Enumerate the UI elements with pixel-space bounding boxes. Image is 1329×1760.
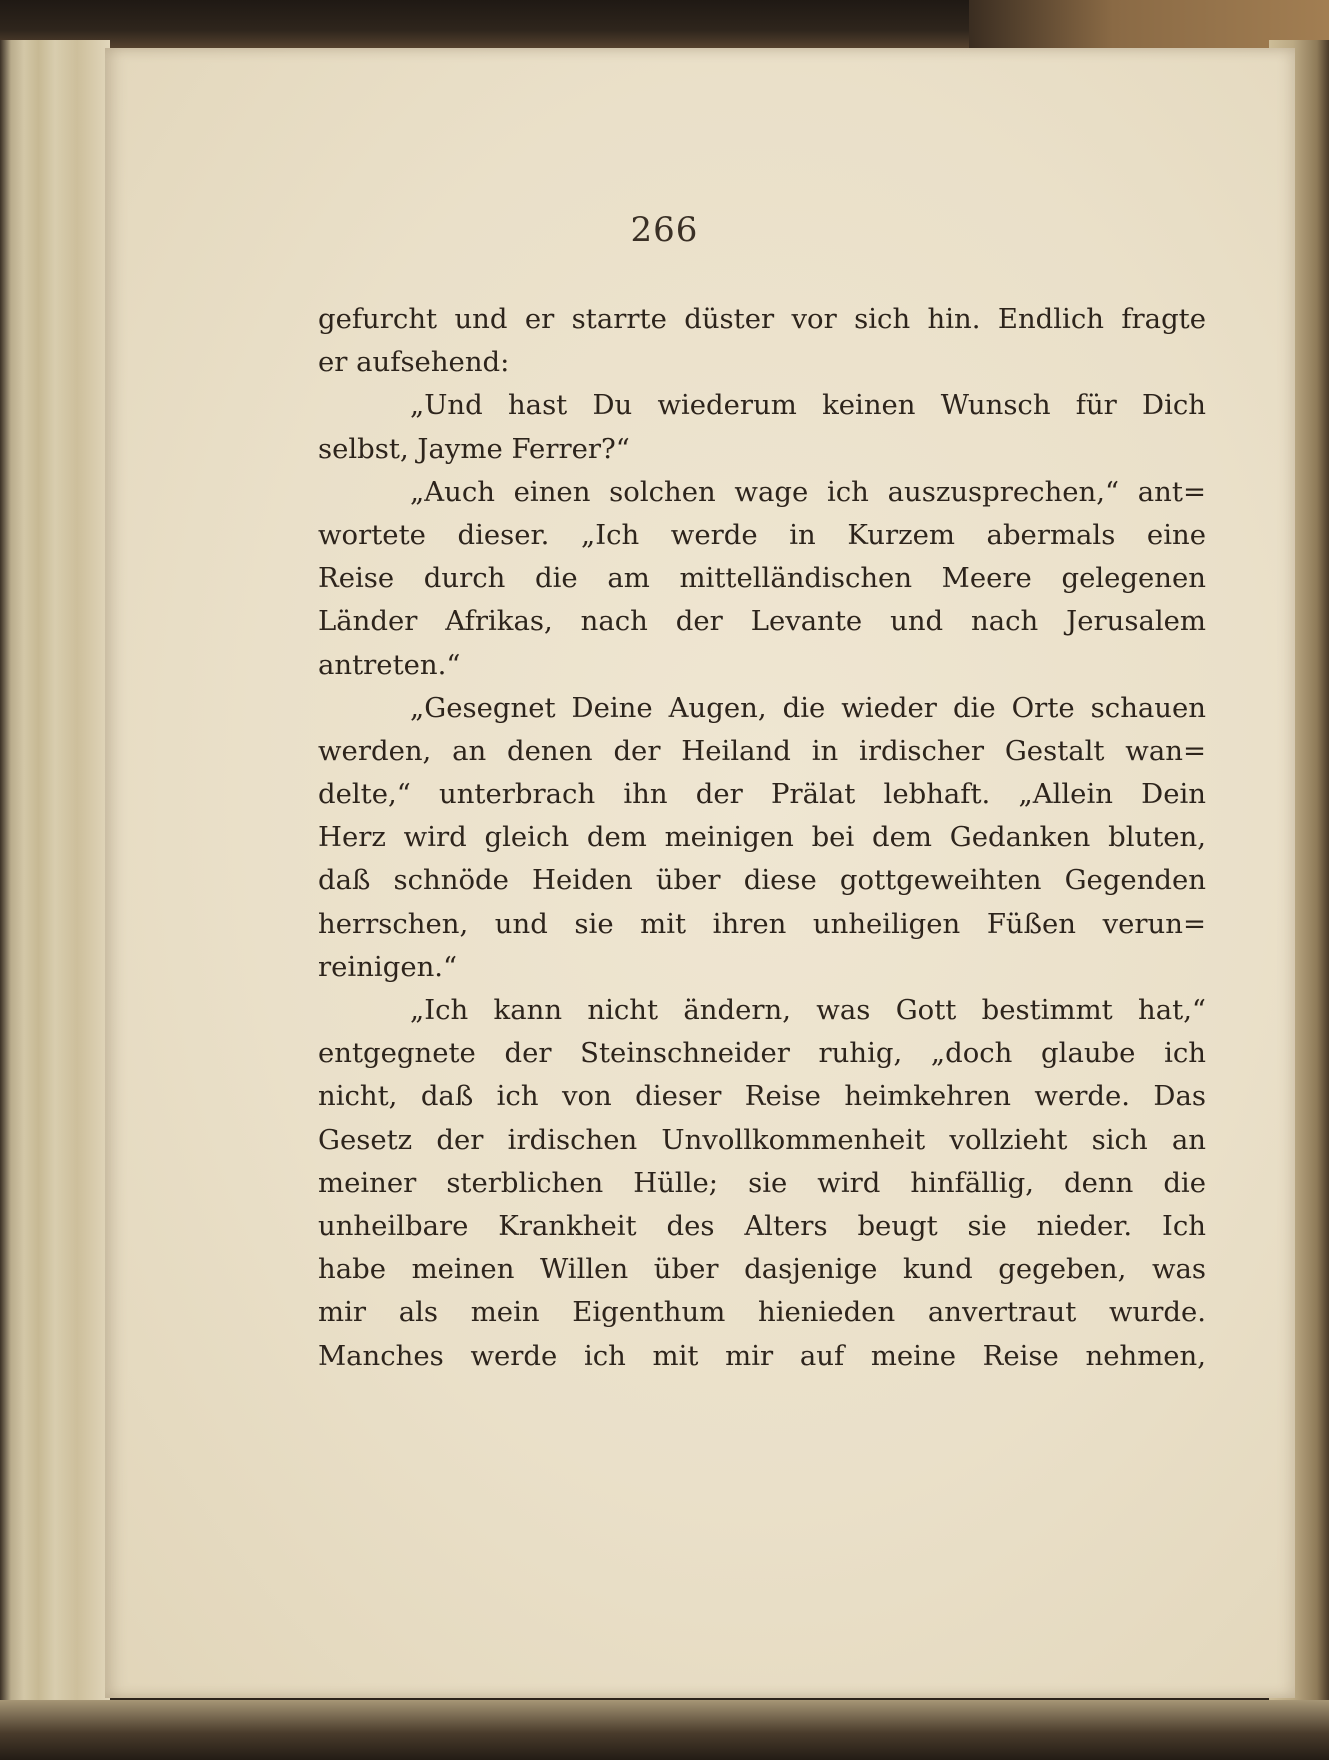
text-line: er aufsehend: <box>318 346 510 379</box>
text-line: delte,“ unterbrach ihn der Prälat lebhaft. „Allein Dein <box>318 778 1206 811</box>
text-line: meiner sterblichen Hülle; sie wird hinfällig, denn die <box>318 1166 1206 1199</box>
text-line: Länder Afrikas, nach der Levante und nach Jerusalem <box>318 605 1206 638</box>
text-line: selbst, Jayme Ferrer?“ <box>318 432 630 465</box>
text-line: Gesetz der irdischen Unvollkommenheit vollzieht sich an <box>318 1123 1206 1156</box>
text-line: wortete dieser. „Ich werde in Kurzem abermals eine <box>318 518 1206 551</box>
text-line: Reise durch die am mittelländischen Meere gelegenen <box>318 562 1206 595</box>
body-text <box>318 298 1206 1378</box>
text-line: reinigen.“ <box>318 950 458 983</box>
text-line: antreten.“ <box>318 648 461 681</box>
text-line: mir als mein Eigenthum hienieden anvertraut wurde. <box>318 1296 1206 1329</box>
left-page-stack <box>0 40 110 1760</box>
text-line: „Ich kann nicht ändern, was Gott bestimmt hat,“ <box>410 994 1206 1026</box>
text-line: nicht, daß ich von dieser Reise heimkehren werde. Das <box>318 1080 1206 1113</box>
text-line: herrschen, und sie mit ihren unheiligen Füßen verun= <box>318 907 1206 940</box>
text-line: „Gesegnet Deine Augen, die wieder die Orte schauen <box>410 691 1206 724</box>
text-line: „Und hast Du wiederum keinen Wunsch für Dich <box>410 389 1206 422</box>
text-line: daß schnöde Heiden über diese gottgeweihten Gegenden <box>318 864 1206 897</box>
text-line: „Auch einen solchen wage ich auszusprechen,“ ant= <box>410 475 1206 508</box>
text-line: entgegnete der Steinschneider ruhig, „doch glaube ich <box>318 1037 1206 1070</box>
text-line: habe meinen Willen über dasjenige kund gegeben, was <box>318 1253 1206 1286</box>
text-line: gefurcht und er starrte düster vor sich hin. Endlich fragte <box>318 303 1206 335</box>
binding-bottom <box>0 1700 1329 1760</box>
page-number: 266 <box>630 210 699 250</box>
text-line: Manches werde ich mit mir auf meine Reise nehmen, <box>318 1339 1206 1372</box>
text-line: unheilbare Krankheit des Alters beugt sie nieder. Ich <box>318 1209 1206 1242</box>
text-line: Herz wird gleich dem meinigen bei dem Gedanken bluten, <box>318 821 1206 854</box>
text-line: werden, an denen der Heiland in irdischer Gestalt wan= <box>318 734 1206 767</box>
